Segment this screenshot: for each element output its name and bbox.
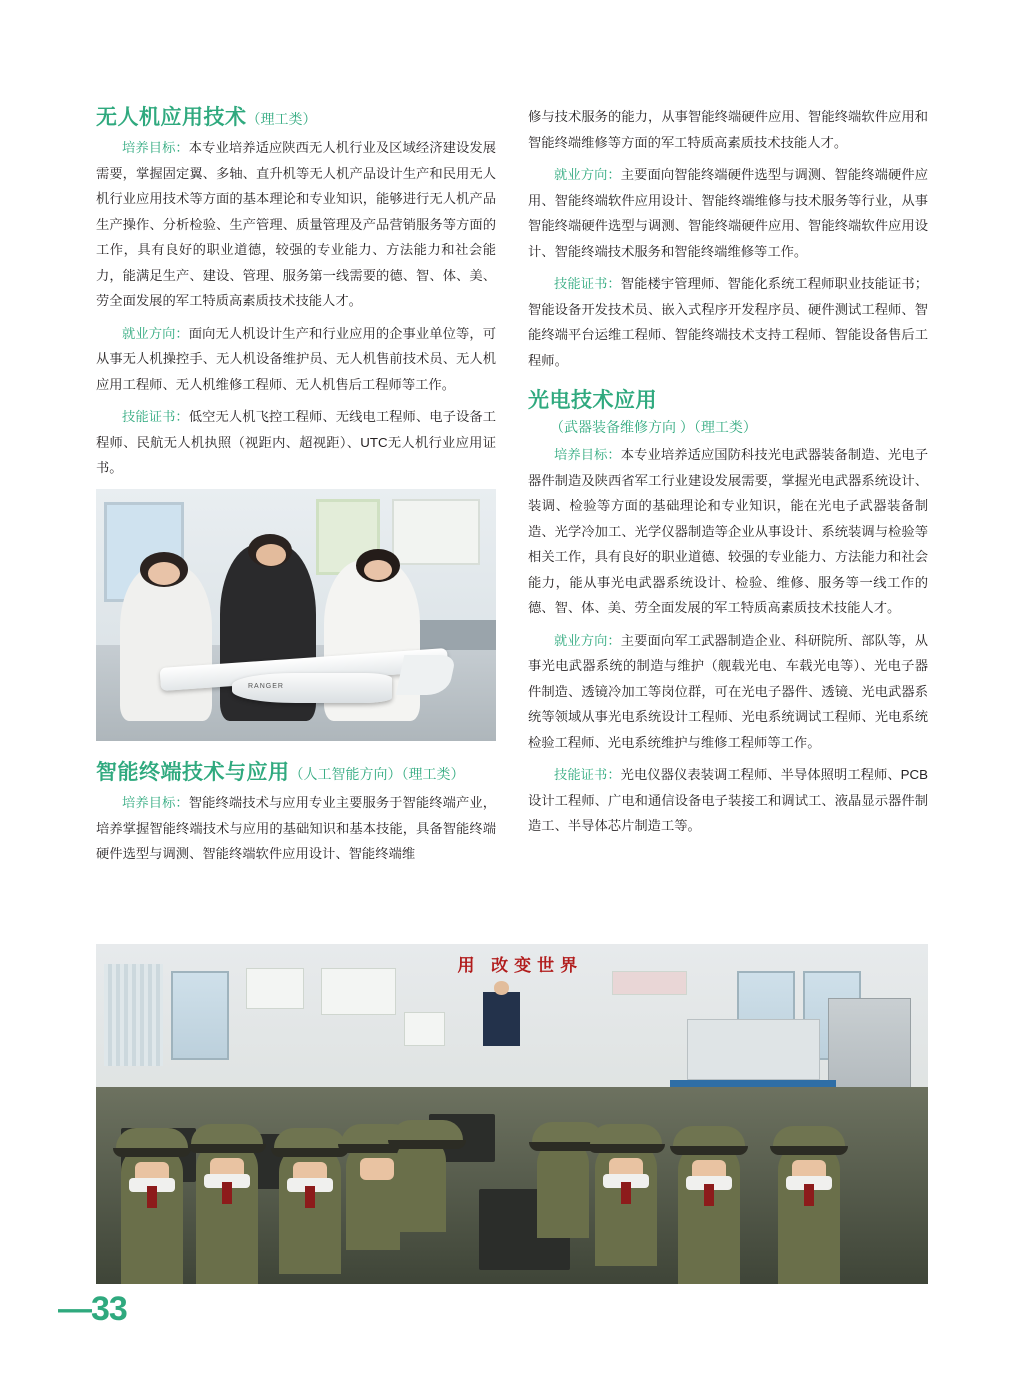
photo1-student-center-face xyxy=(256,544,286,565)
cadet-tie xyxy=(804,1184,814,1206)
uav-employment-text: 面向无人机设计生产和行业应用的企事业单位等，可从事无人机操控手、无人机设备维护员、无人机售前技术员、无人机应用工程师、无人机维修工程师、无人机售后工程师等工作。 xyxy=(96,325,496,392)
uav-certificate-text: 低空无人机飞控工程师、无线电工程师、电子设备工程师、民航无人机执照（视距内、超视距）、UTC无人机行业应用证书。 xyxy=(96,409,496,476)
smart-terminal-goal-label: 培养目标： xyxy=(122,795,189,811)
photo2-curtain xyxy=(104,964,162,1066)
major-subtitle-optoelectronic: （武器装备维修方向 ）（理工类） xyxy=(550,419,757,436)
smart-terminal-employment-paragraph xyxy=(528,162,928,264)
cadet-tie xyxy=(305,1186,315,1208)
smart-terminal-goal-text: 智能终端技术与应用专业主要服务于智能终端产业，培养掌握智能终端技术与应用的基础知识和基本技能，具备智能终端硬件选型与调测、智能终端软件应用设计、智能终端维 xyxy=(96,795,496,862)
photo2-poster-3 xyxy=(404,1012,446,1046)
cadet-cap-visor-icon xyxy=(188,1144,266,1153)
major-title-uav xyxy=(96,104,496,131)
photo2-cadet-3 xyxy=(279,1144,341,1274)
cadet-cap-visor-icon xyxy=(670,1146,748,1155)
photo2-cadet-5 xyxy=(396,1136,446,1232)
opto-employment-text: 主要面向军工武器制造企业、科研院所、部队等，从事光电武器系统的制造与维护（舰载光电、车载光电等）、光电子器件制造、透镜冷加工等岗位群，可在光电子器件、透镜、光电武器系统等领域从事光电系统设计工程师、光电系统调试工程师、光电系统检验工程师、光电系统维护与维修工程师等工作。 xyxy=(528,632,928,750)
photo1-student-right-face xyxy=(364,560,392,580)
photo2-window-1 xyxy=(171,971,229,1059)
photo1-drone-label: RANGER xyxy=(248,683,284,691)
uav-employment-paragraph xyxy=(96,321,496,398)
major-title-smart-terminal-suffix: （人工智能方向）（理工类） xyxy=(289,766,465,782)
cadet-face xyxy=(360,1158,394,1180)
left-column xyxy=(96,104,496,874)
page-number: —33 xyxy=(58,1290,127,1328)
opto-certificate-paragraph xyxy=(528,762,928,839)
major-title-smart-terminal xyxy=(96,759,496,786)
opto-employment-label: 就业方向： xyxy=(554,632,621,648)
smart-terminal-goal-paragraph xyxy=(96,790,496,867)
opto-goal-text: 本专业培养适应国防科技光电武器装备制造、光电子器件制造及陕西省军工行业建设发展需要，掌握光电武器系统设计、装调、检验等方面的基础理论和专业知识，能在光电子武器装备制造、光学冷加工、光学仪器制造等企业从事设计、系统装调与检验等相关工作，具有良好的职业道德、较强的专业能力、方法能力和社会能力，能从事光电武器系统设计、检验、维修、服务等一线工作的德、智、体、美、劳全面发展的军工特质高素质技术技能人才。 xyxy=(528,447,928,616)
major-title-smart-terminal-text: 智能终端技术与应用 xyxy=(96,761,290,784)
cadet-cap-visor-icon xyxy=(271,1148,349,1157)
smart-terminal-certificate-paragraph xyxy=(528,271,928,373)
uav-goal-label: 培养目标： xyxy=(122,140,189,156)
opto-goal-label: 培养目标： xyxy=(554,447,621,463)
military-training-classroom-photo xyxy=(96,944,928,1284)
cadet-cap-visor-icon xyxy=(587,1144,665,1153)
cadet-cap-visor-icon xyxy=(770,1146,848,1155)
opto-employment-paragraph xyxy=(528,628,928,756)
cadet-tie xyxy=(621,1182,631,1204)
uav-goal-paragraph xyxy=(96,135,496,314)
photo2-equipment-panel xyxy=(687,1019,820,1080)
opto-certificate-label: 技能证书： xyxy=(554,767,621,783)
photo2-poster-2 xyxy=(321,968,396,1016)
uav-employment-label: 就业方向： xyxy=(122,325,189,341)
smart-terminal-employment-text: 主要面向智能终端硬件选型与调测、智能终端硬件应用、智能终端软件应用设计、智能终端维修与技术服务等行业，从事智能终端硬件选型与调测、智能终端硬件应用、智能终端软件应用设计、智能终端技术服务和智能终端维修等工作。 xyxy=(528,167,928,259)
photo2-cadet-9 xyxy=(778,1142,840,1284)
uav-goal-text: 本专业培养适应陕西无人机行业及区域经济建设发展需要，掌握固定翼、多轴、直升机等无人机产品设计生产和民用无人机行业应用技术等方面的基本理论和专业知识，能够进行无人机产品生产操作、分析检验、生产管理、质量管理及产品营销服务等方面的工作，具有良好的职业道德，较强的专业能力、方法能力和社会能力，能满足生产、建设、管理、服务第一线需要的德、智、体、美、劳全面发展的军工特质高素质技术技能人才。 xyxy=(96,140,496,309)
photo2-cadet-6 xyxy=(537,1138,589,1238)
photo1-student-left xyxy=(120,565,212,721)
photo2-cadet-4 xyxy=(346,1140,400,1250)
cadet-tie xyxy=(704,1184,714,1206)
cadet-tie xyxy=(222,1182,232,1204)
photo2-cadet-1 xyxy=(121,1144,183,1284)
smart-terminal-employment-label: 就业方向： xyxy=(554,167,621,183)
photo2-cadet-2 xyxy=(196,1140,258,1284)
smart-terminal-goal-continuation: 修与技术服务的能力，从事智能终端硬件应用、智能终端软件应用和智能终端维修等方面的军工特质高素质技术技能人才。 xyxy=(528,109,928,150)
photo2-poster-1 xyxy=(246,968,304,1009)
cadet-tie xyxy=(147,1186,157,1208)
cadet-cap-visor-icon xyxy=(388,1140,466,1149)
photo2-teacher-body xyxy=(483,992,520,1046)
uav-certificate-label: 技能证书： xyxy=(122,409,189,425)
opto-goal-paragraph xyxy=(528,442,928,621)
uav-certificate-paragraph xyxy=(96,404,496,481)
photo2-cadet-8 xyxy=(678,1142,740,1284)
photo1-student-left-face xyxy=(148,562,180,585)
smart-terminal-certificate-text: 智能楼宇管理师、智能化系统工程师职业技能证书；智能设备开发技术员、嵌入式程序开发程序员、硬件测试工程师、智能终端平台运维工程师、智能终端技术支持工程师、智能设备售后工程师。 xyxy=(528,276,928,368)
major-title-optoelectronic: 光电技术应用 xyxy=(528,389,657,413)
smart-terminal-certificate-label: 技能证书： xyxy=(554,276,621,292)
right-column xyxy=(528,104,928,846)
opto-certificate-text: 光电仪器仪表装调工程师、半导体照明工程师、PCB设计工程师、广电和通信设备电子装接工和调试工、液晶显示器件制造工、半导体芯片制造工等。 xyxy=(528,767,929,834)
photo2-banner-text: 用 改变世界 xyxy=(457,955,584,975)
photo2-cadet-7 xyxy=(595,1140,657,1266)
major-title-uav-text: 无人机应用技术 xyxy=(96,106,247,129)
photo1-poster-right xyxy=(392,499,480,565)
major-title-uav-suffix: （理工类） xyxy=(246,111,317,127)
drone-classroom-photo xyxy=(96,489,496,741)
cadet-cap-visor-icon xyxy=(113,1148,191,1157)
